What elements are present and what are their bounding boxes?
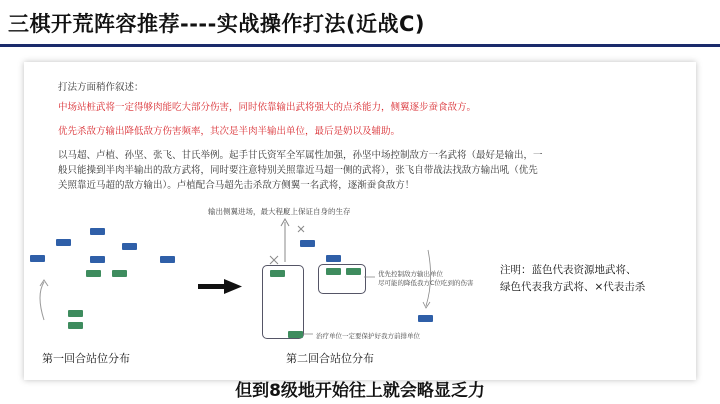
legend-note-line-2: 绿色代表我方武将、×代表击杀 bbox=[500, 281, 646, 293]
video-subtitle: 但到8级地开始往上就会略显乏力 bbox=[235, 381, 485, 401]
slide-title: 三棋开荒阵容推荐----实战操作打法(近战C) bbox=[8, 12, 425, 36]
right-annotation-1: 优先控制敌方输出单位 bbox=[378, 270, 443, 278]
tip-line-1: 中场站桩武将一定得够肉能吃大部分伤害，同时依靠输出武将强大的点杀能力，侧翼逐步蚕食敌方。 bbox=[58, 102, 477, 113]
legend-note-line-1: 注明：蓝色代表资源地武将、 bbox=[500, 264, 637, 276]
right-annotation-2: 尽可能的降低我方C位吃到的伤害 bbox=[378, 279, 474, 287]
example-line-2: 般只能操到半肉半输出的敌方武将，同时要注意特别关照靠近马超一侧的武将），张飞自带战法找敌方输出吼（优先 bbox=[58, 165, 538, 176]
top-annotation: 输出侧翼进场，最大程度上保证自身的生存 bbox=[208, 207, 351, 216]
bottom-annotation: 治疗单位一定要保护好我方前排单位 bbox=[316, 332, 420, 340]
example-line-1: 以马超、卢植、孙坚、张飞、甘氏举例。起手甘氏资军全军属性加强，孙坚中场控制敌方一名武将（最好是输出，一 bbox=[58, 150, 543, 161]
tip-line-2: 优先杀敌方输出降低敌方伤害频率，其次是半肉半输出单位，最后是奶以及辅助。 bbox=[58, 126, 401, 137]
example-line-3: 关照靠近马超的敌方输出）。卢植配合马超先击杀敌方侧翼一名武将，逐渐蚕食敌方！ bbox=[58, 180, 415, 191]
intro-line: 打法方面稍作叙述： bbox=[58, 82, 144, 93]
caption-round-2: 第二回合站位分布 bbox=[286, 352, 374, 365]
caption-round-1: 第一回合站位分布 bbox=[42, 352, 130, 365]
